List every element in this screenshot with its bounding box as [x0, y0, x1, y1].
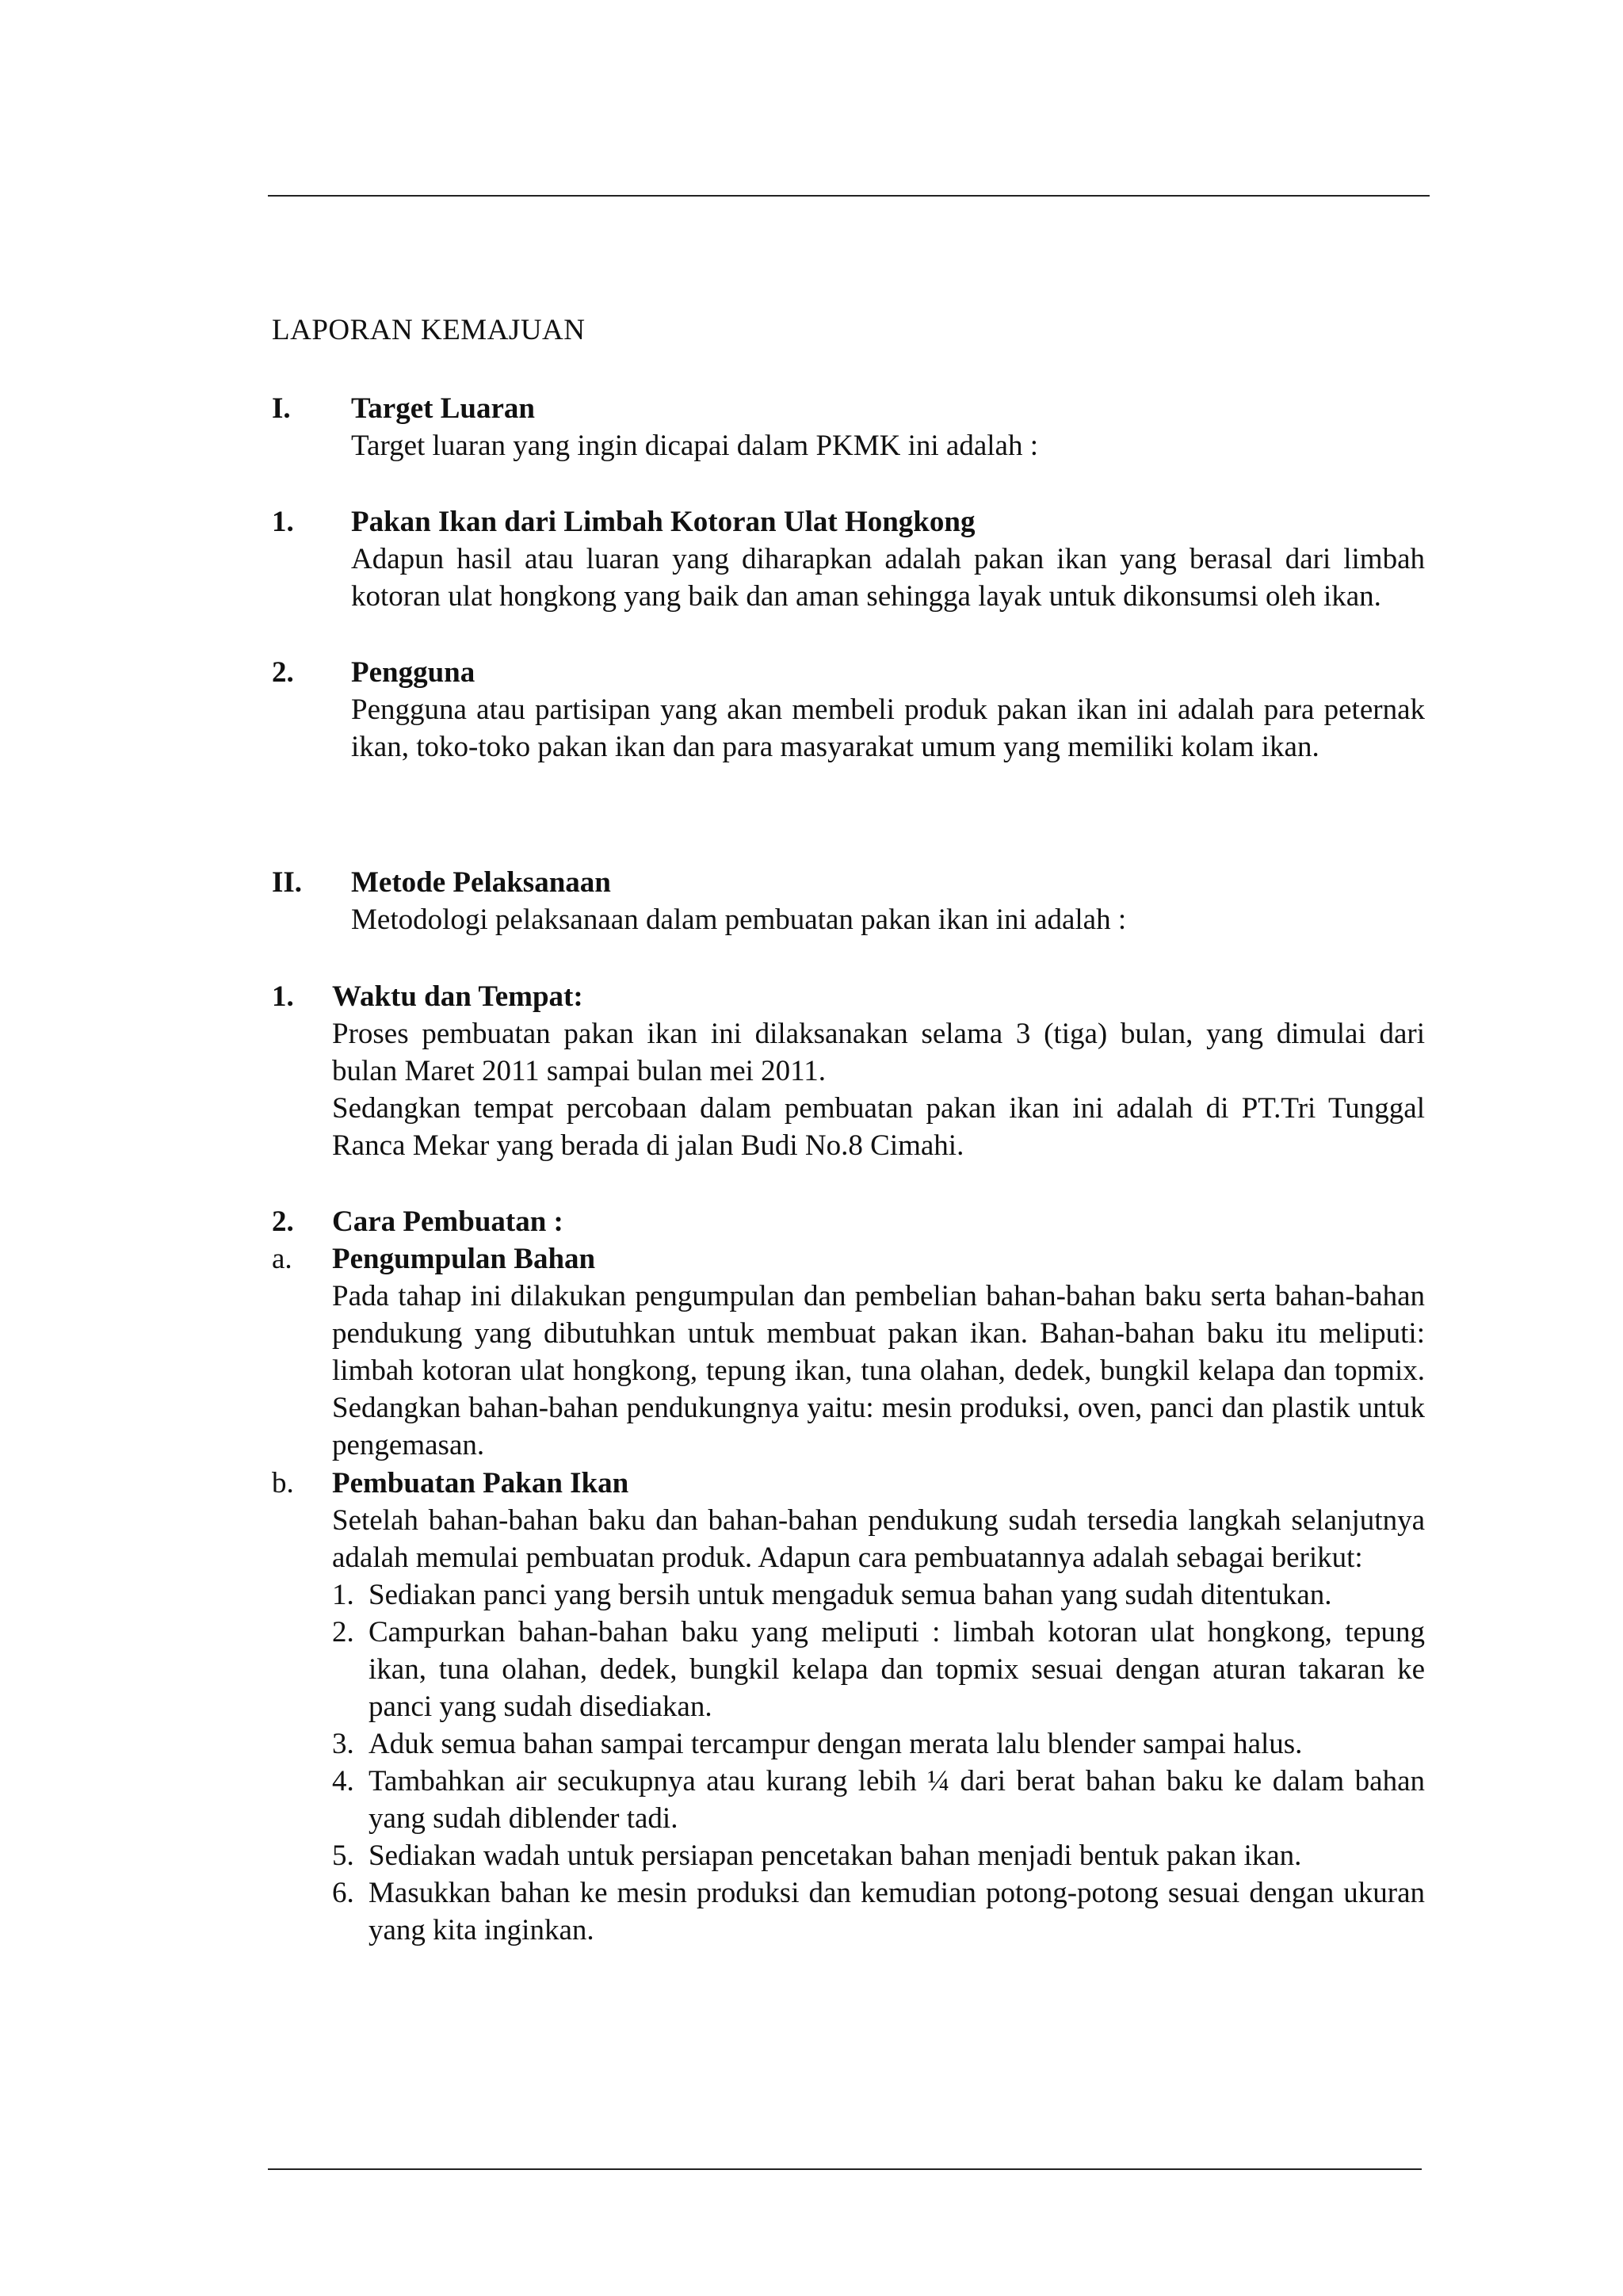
step-item [332, 1874, 1425, 1949]
cara-pembuatan-item [272, 1203, 1425, 1240]
step-text: Sediakan panci yang bersih untuk mengaduk semua bahan yang sudah ditentukan. [369, 1579, 1332, 1611]
step-number: 4. [332, 1765, 354, 1797]
step-text: Masukkan bahan ke mesin produksi dan kemudian potong-potong sesuai dengan ukuran yang kita inginkan. [369, 1877, 1425, 1946]
subitem-pembuatan-pakan [272, 1465, 1425, 1949]
item-heading: Pengguna [351, 656, 475, 689]
item-text: Sedangkan tempat percobaan dalam pembuatan pakan ikan ini adalah di PT.Tri Tunggal Ranca Mekar yang berada di jalan Budi No.8 Cimahi. [332, 1092, 1425, 1162]
item-number: 1. [272, 980, 294, 1013]
step-item [332, 1576, 1425, 1614]
step-text: Sediakan wadah untuk persiapan pencetakan bahan menjadi bentuk pakan ikan. [369, 1839, 1302, 1872]
step-number: 3. [332, 1728, 354, 1760]
waktu-tempat-item [272, 978, 1425, 1164]
target-item [272, 654, 1425, 766]
step-text: Campurkan bahan-bahan baku yang meliputi : limbah kotoran ulat hongkong, tepung ikan, tuna olahan, dedek, bungkil kelapa dan topmix sesuai dengan aturan takaran ke panci yang sudah disediakan. [369, 1616, 1425, 1723]
section-target-luaran [272, 390, 1421, 464]
item-heading: Waktu dan Tempat: [332, 980, 583, 1013]
item-number: 1. [272, 506, 294, 538]
step-item [332, 1725, 1425, 1763]
step-number: 1. [332, 1579, 354, 1611]
step-item [332, 1614, 1425, 1725]
item-heading: Pakan Ikan dari Limbah Kotoran Ulat Hongkong [351, 506, 976, 538]
document-title: LAPORAN KEMAJUAN [272, 314, 586, 346]
step-number: 6. [332, 1877, 354, 1909]
section-number: I. [272, 392, 291, 425]
step-item [332, 1763, 1425, 1837]
section-intro: Metodologi pelaksanaan dalam pembuatan pakan ikan ini adalah : [351, 904, 1127, 936]
section-heading: Metode Pelaksanaan [351, 866, 611, 899]
item-text: Pengguna atau partisipan yang akan membeli produk pakan ikan ini adalah para peternak ikan, toko-toko pakan ikan dan para masyarakat umum yang memiliki kolam ikan. [351, 693, 1425, 763]
subitem-text: Setelah bahan-bahan baku dan bahan-bahan pendukung sudah tersedia langkah selanjutnya adalah memulai pembuatan produk. Adapun cara pembuatannya adalah sebagai berikut: [332, 1504, 1425, 1574]
item-text: Adapun hasil atau luaran yang diharapkan adalah pakan ikan yang berasal dari limbah kotoran ulat hongkong yang baik dan aman sehingga layak untuk dikonsumsi oleh ikan. [351, 543, 1425, 613]
step-number: 2. [332, 1616, 354, 1648]
footer-rule [268, 2168, 1422, 2170]
subitem-heading: Pengumpulan Bahan [332, 1243, 596, 1275]
item-number: 2. [272, 656, 294, 689]
subitem-text: Pada tahap ini dilakukan pengumpulan dan pembelian bahan-bahan baku serta bahan-bahan pendukung yang dibutuhkan untuk membuat pakan ikan. Bahan-bahan baku itu meliputi: limbah kotoran ulat hongkong, tepung ikan, tuna olahan, dedek, bungkil kelapa dan topmix. Sedangkan bahan-bahan pendukungnya yaitu: mesin produksi, oven, panci dan plastik untuk pengemasan. [332, 1280, 1425, 1461]
steps-list [332, 1576, 1425, 1949]
step-item [332, 1837, 1425, 1874]
subitem-letter: a. [272, 1243, 292, 1275]
section-metode-pelaksanaan [272, 864, 1425, 938]
step-text: Aduk semua bahan sampai tercampur dengan merata lalu blender sampai halus. [369, 1728, 1303, 1760]
item-text: Proses pembuatan pakan ikan ini dilaksanakan selama 3 (tiga) bulan, yang dimulai dari bulan Maret 2011 sampai bulan mei 2011. [332, 1018, 1425, 1087]
section-intro: Target luaran yang ingin dicapai dalam PKMK ini adalah : [351, 430, 1039, 462]
section-heading: Target Luaran [351, 392, 535, 425]
section-number: II. [272, 866, 303, 899]
subitem-heading: Pembuatan Pakan Ikan [332, 1467, 629, 1499]
step-text: Tambahkan air secukupnya atau kurang lebih ¼ dari berat bahan baku ke dalam bahan yang sudah diblender tadi. [369, 1765, 1425, 1835]
header-rule [268, 195, 1430, 197]
target-item [272, 503, 1425, 615]
step-number: 5. [332, 1839, 354, 1872]
item-heading: Cara Pembuatan : [332, 1205, 563, 1238]
item-number: 2. [272, 1205, 294, 1238]
subitem-letter: b. [272, 1467, 294, 1499]
subitem-pengumpulan-bahan [272, 1240, 1425, 1464]
